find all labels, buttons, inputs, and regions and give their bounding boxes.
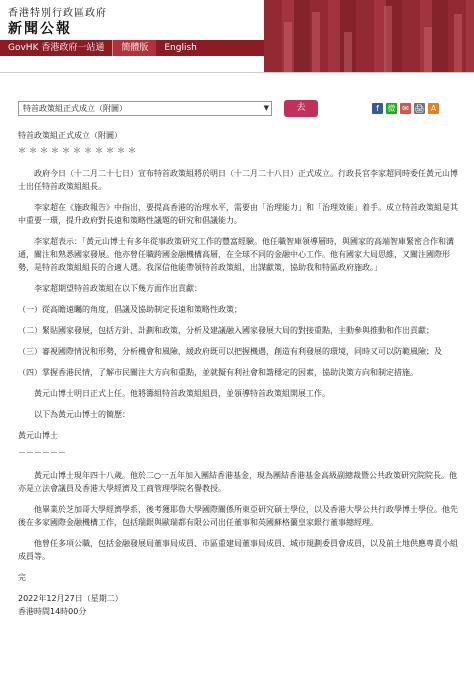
article-select-value: 特首政策組正式成立（附圖） [23, 104, 127, 113]
paragraph: （一）從高瞻遠矚的角度，倡議及協助制定長遠和策略性政策； [18, 305, 242, 314]
government-name: 香港特別行政區政府 [8, 8, 107, 19]
simplified-chinese-link[interactable]: 簡體版 [113, 40, 156, 56]
paragraph: 以下為黃元山博士的簡歷： [34, 410, 130, 419]
print-icon[interactable]: 🖨 [414, 104, 425, 113]
article-body [18, 129, 464, 618]
facebook-icon[interactable]: f [372, 103, 383, 114]
bio-name: 黃元山博士 [18, 431, 58, 440]
font-size-icon[interactable]: A [428, 103, 439, 114]
bio-rule: －－－－－－ [18, 448, 66, 457]
email-icon[interactable]: ✉ [400, 103, 411, 114]
bio-paragraph: 他曾任多項公職，包括金融發展局董事局成員、市區重建局董事局成員、城市規劃委員會成員，以及前土地供應專責小組成員等。 [18, 539, 458, 561]
toolbar [0, 99, 474, 119]
date-line: 2022年12月27日（星期二） [18, 594, 123, 603]
bio-paragraph: 他畢業於芝加哥大學經濟學系，後考獲耶魯大學國際關係所東亞研究碩士學位，以及香港大學公共行政學博士學位。他先後在多家國際金融機構工作，包括瑞銀與歐瑞都有限公司出任董事和英國蘇格蘭皇家銀行董事總經理。 [18, 505, 458, 527]
share-icons [372, 103, 439, 114]
paragraph: （二）緊貼國家發展，包括方針、計劃和政策，分析及建議融入國家發展大局的對接重點，主動參與推動和作出貢獻； [18, 326, 434, 335]
paragraph: 李家超在《施政報告》中指出，要提高香港的治理水平，需要由「治理能力」和「治理效能」着手。成立特首政策組是其中重要一環，提升政府對長遠和策略性議題的研究和倡議能力。 [18, 203, 458, 225]
end-mark: 完 [18, 573, 26, 582]
paragraph: （四）掌握香港民情，了解市民關注大方向和重點，並就擬有利社會和諧穩定的因素，協助決策方向和制定措施。 [18, 368, 418, 377]
paragraph: 李家超表示：「黃元山博士有多年從事政策研究工作的豐富經驗。他任職智庫領導層時，與國家的高端智庫緊密合作和溝通，關注和熟悉國家發展。他亦曾任職跨國金融機構高層，在全球不同的金融中心工作。他有國家大局思維，又關注國際形勢，是特首政策組組長的合適人選。我深信他能帶領特首政策組，出謀獻策，協助我和特區政府施政。」 [18, 237, 454, 272]
paragraph: （三）審視國際情況和形勢，分析機會和風險，緩政府既可以把握機遇，創造有利發展的環境，同時又可以防範風險；及 [18, 347, 442, 356]
govhk-link[interactable]: GovHK 香港政府一站通 [0, 40, 113, 56]
page-title: 新聞公報 [8, 21, 72, 37]
time-line: 香港時間14時00分 [18, 607, 87, 616]
english-link[interactable]: English [164, 43, 197, 53]
paragraph: 政府今日（十二月二十七日）宣布特首政策組將於明日（十二月二十八日）正式成立。行政長官李家超同時委任黃元山博士出任特首政策組組長。 [18, 169, 458, 191]
chevron-down-icon: ▼ [263, 104, 269, 112]
top-navbar [0, 40, 264, 56]
paragraph: 黃元山博士明日正式上任。他將籌組特首政策組組員，並領導特首政策組開展工作。 [34, 389, 330, 398]
heading-stars: ＊＊＊＊＊＊＊＊＊＊＊ [18, 146, 139, 155]
article-heading: 特首政策組正式成立（附圖） [18, 131, 122, 140]
go-button[interactable]: 去 [284, 100, 318, 117]
main-panel [0, 72, 474, 693]
wechat-icon[interactable]: 微 [387, 104, 396, 113]
paragraph: 李家超期望特首政策組在以下幾方面作出貢獻： [34, 284, 202, 293]
bio-paragraph: 黃元山博士現年四十八歲。他於二○一五年加入團結香港基金，現為團結香港基金高級副總裁暨公共政策研究院院長。他亦是立法會議員及香港大學經濟及工商管理學院名譽教授。 [18, 471, 457, 493]
header-banner-image [264, 0, 474, 72]
article-select[interactable] [18, 101, 272, 116]
